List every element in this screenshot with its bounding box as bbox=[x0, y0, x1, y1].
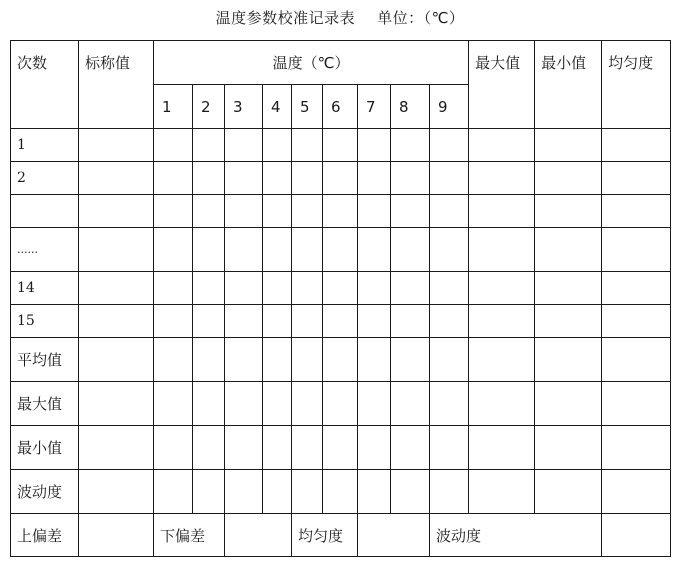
table-row bbox=[11, 470, 671, 514]
data-cell bbox=[323, 162, 358, 195]
data-cell bbox=[263, 129, 292, 162]
data-cell bbox=[263, 382, 292, 426]
data-cell bbox=[358, 272, 391, 305]
point-header: 2 bbox=[193, 85, 225, 129]
table-row bbox=[11, 129, 671, 162]
data-cell bbox=[469, 338, 535, 382]
footer-row bbox=[11, 514, 671, 557]
data-cell bbox=[391, 382, 430, 426]
footer-fluctuation: 波动度 bbox=[430, 514, 602, 557]
point-header: 9 bbox=[430, 85, 469, 129]
header-count: 次数 bbox=[11, 41, 79, 129]
data-cell bbox=[292, 228, 323, 272]
point-header: 4 bbox=[263, 85, 292, 129]
point-header: 8 bbox=[391, 85, 430, 129]
data-cell bbox=[358, 129, 391, 162]
data-cell bbox=[225, 228, 263, 272]
data-cell bbox=[154, 426, 193, 470]
data-cell bbox=[391, 272, 430, 305]
data-cell bbox=[79, 382, 154, 426]
header-max: 最大值 bbox=[469, 41, 535, 129]
row-label: 15 bbox=[11, 305, 79, 338]
data-cell bbox=[602, 162, 671, 195]
data-cell bbox=[469, 228, 535, 272]
data-cell bbox=[323, 470, 358, 514]
fluctuation-value bbox=[602, 514, 671, 557]
data-cell bbox=[263, 272, 292, 305]
data-cell bbox=[358, 426, 391, 470]
data-cell bbox=[391, 470, 430, 514]
data-cell bbox=[263, 470, 292, 514]
data-cell bbox=[469, 426, 535, 470]
data-cell bbox=[358, 228, 391, 272]
table-row bbox=[11, 195, 671, 228]
data-cell bbox=[154, 382, 193, 426]
data-cell bbox=[79, 338, 154, 382]
data-cell bbox=[469, 195, 535, 228]
data-cell bbox=[154, 228, 193, 272]
table-row bbox=[11, 426, 671, 470]
data-cell bbox=[154, 470, 193, 514]
data-cell bbox=[79, 426, 154, 470]
header-temperature: 温度（℃） bbox=[154, 41, 469, 85]
data-cell bbox=[469, 129, 535, 162]
data-cell bbox=[193, 470, 225, 514]
data-cell bbox=[391, 305, 430, 338]
data-cell bbox=[602, 228, 671, 272]
data-cell bbox=[469, 470, 535, 514]
data-rows bbox=[11, 129, 671, 514]
data-cell bbox=[79, 129, 154, 162]
data-cell bbox=[154, 338, 193, 382]
row-label: 14 bbox=[11, 272, 79, 305]
point-header: 6 bbox=[323, 85, 358, 129]
data-cell bbox=[225, 129, 263, 162]
row-label: 最大值 bbox=[11, 382, 79, 426]
data-cell bbox=[391, 195, 430, 228]
data-cell bbox=[292, 162, 323, 195]
footer-uniformity: 均匀度 bbox=[292, 514, 358, 557]
data-cell bbox=[193, 305, 225, 338]
header-nominal: 标称值 bbox=[79, 41, 154, 129]
table-row bbox=[11, 305, 671, 338]
data-cell bbox=[602, 195, 671, 228]
data-cell bbox=[358, 305, 391, 338]
data-cell bbox=[430, 195, 469, 228]
data-cell bbox=[79, 305, 154, 338]
data-cell bbox=[535, 338, 602, 382]
data-cell bbox=[602, 129, 671, 162]
data-cell bbox=[292, 338, 323, 382]
row-label: 2 bbox=[11, 162, 79, 195]
data-cell bbox=[79, 162, 154, 195]
data-cell bbox=[225, 470, 263, 514]
data-cell bbox=[358, 338, 391, 382]
data-cell bbox=[391, 338, 430, 382]
data-cell bbox=[358, 195, 391, 228]
data-cell bbox=[225, 272, 263, 305]
data-cell bbox=[79, 195, 154, 228]
data-cell bbox=[535, 129, 602, 162]
data-cell bbox=[430, 228, 469, 272]
data-cell bbox=[263, 338, 292, 382]
data-cell bbox=[193, 195, 225, 228]
header-uniformity: 均匀度 bbox=[602, 41, 671, 129]
data-cell bbox=[391, 129, 430, 162]
data-cell bbox=[292, 305, 323, 338]
data-cell bbox=[391, 162, 430, 195]
data-cell bbox=[193, 162, 225, 195]
data-cell bbox=[358, 470, 391, 514]
data-cell bbox=[263, 228, 292, 272]
data-cell bbox=[535, 228, 602, 272]
point-header: 5 bbox=[292, 85, 323, 129]
data-cell bbox=[602, 338, 671, 382]
row-label bbox=[11, 195, 79, 228]
title-text: 温度参数校准记录表 bbox=[215, 9, 356, 27]
data-cell bbox=[292, 470, 323, 514]
data-cell bbox=[154, 129, 193, 162]
data-cell bbox=[535, 162, 602, 195]
data-cell bbox=[225, 426, 263, 470]
data-cell bbox=[323, 272, 358, 305]
data-cell bbox=[292, 426, 323, 470]
data-cell bbox=[323, 426, 358, 470]
lower-deviation-value bbox=[225, 514, 292, 557]
data-cell bbox=[79, 228, 154, 272]
point-header: 7 bbox=[358, 85, 391, 129]
data-cell bbox=[193, 129, 225, 162]
data-cell bbox=[430, 470, 469, 514]
data-cell bbox=[469, 162, 535, 195]
data-cell bbox=[154, 305, 193, 338]
row-label: 波动度 bbox=[11, 470, 79, 514]
footer-lower-deviation: 下偏差 bbox=[154, 514, 225, 557]
data-cell bbox=[430, 382, 469, 426]
sheet-title bbox=[0, 8, 680, 28]
footer-upper-deviation: 上偏差 bbox=[11, 514, 79, 557]
data-cell bbox=[225, 382, 263, 426]
data-cell bbox=[602, 272, 671, 305]
row-label: ...... bbox=[11, 228, 79, 272]
unit-label: 单位：（℃） bbox=[377, 9, 465, 27]
row-label: 1 bbox=[11, 129, 79, 162]
data-cell bbox=[225, 305, 263, 338]
data-cell bbox=[323, 338, 358, 382]
data-cell bbox=[79, 470, 154, 514]
table-row bbox=[11, 272, 671, 305]
uniformity-value bbox=[358, 514, 430, 557]
data-cell bbox=[154, 162, 193, 195]
data-cell bbox=[430, 338, 469, 382]
table-row bbox=[11, 338, 671, 382]
data-cell bbox=[193, 272, 225, 305]
data-cell bbox=[535, 195, 602, 228]
row-label: 平均值 bbox=[11, 338, 79, 382]
point-header: 1 bbox=[154, 85, 193, 129]
data-cell bbox=[323, 228, 358, 272]
header-min: 最小值 bbox=[535, 41, 602, 129]
table-row bbox=[11, 228, 671, 272]
data-cell bbox=[193, 426, 225, 470]
data-cell bbox=[154, 195, 193, 228]
data-cell bbox=[263, 195, 292, 228]
data-cell bbox=[225, 195, 263, 228]
data-cell bbox=[263, 162, 292, 195]
data-cell bbox=[79, 272, 154, 305]
data-cell bbox=[469, 382, 535, 426]
point-header: 3 bbox=[225, 85, 263, 129]
data-cell bbox=[292, 382, 323, 426]
table-row bbox=[11, 382, 671, 426]
data-cell bbox=[391, 426, 430, 470]
data-cell bbox=[469, 272, 535, 305]
data-cell bbox=[602, 426, 671, 470]
data-cell bbox=[535, 426, 602, 470]
data-cell bbox=[430, 129, 469, 162]
calibration-table bbox=[10, 40, 671, 557]
data-cell bbox=[323, 195, 358, 228]
data-cell bbox=[535, 470, 602, 514]
data-cell bbox=[323, 129, 358, 162]
data-cell bbox=[323, 305, 358, 338]
data-cell bbox=[292, 195, 323, 228]
data-cell bbox=[391, 228, 430, 272]
data-cell bbox=[225, 338, 263, 382]
data-cell bbox=[535, 382, 602, 426]
table-row bbox=[11, 162, 671, 195]
data-cell bbox=[193, 338, 225, 382]
data-cell bbox=[602, 382, 671, 426]
data-cell bbox=[193, 382, 225, 426]
data-cell bbox=[430, 162, 469, 195]
data-cell bbox=[193, 228, 225, 272]
upper-deviation-value bbox=[79, 514, 154, 557]
data-cell bbox=[154, 272, 193, 305]
data-cell bbox=[430, 426, 469, 470]
data-cell bbox=[430, 305, 469, 338]
data-cell bbox=[469, 305, 535, 338]
header-row bbox=[11, 41, 671, 85]
data-cell bbox=[323, 382, 358, 426]
row-label: 最小值 bbox=[11, 426, 79, 470]
data-cell bbox=[263, 305, 292, 338]
data-cell bbox=[535, 305, 602, 338]
data-cell bbox=[602, 470, 671, 514]
data-cell bbox=[292, 272, 323, 305]
data-cell bbox=[263, 426, 292, 470]
data-cell bbox=[430, 272, 469, 305]
data-cell bbox=[225, 162, 263, 195]
data-cell bbox=[358, 162, 391, 195]
data-cell bbox=[602, 305, 671, 338]
data-cell bbox=[535, 272, 602, 305]
data-cell bbox=[358, 382, 391, 426]
data-cell bbox=[292, 129, 323, 162]
